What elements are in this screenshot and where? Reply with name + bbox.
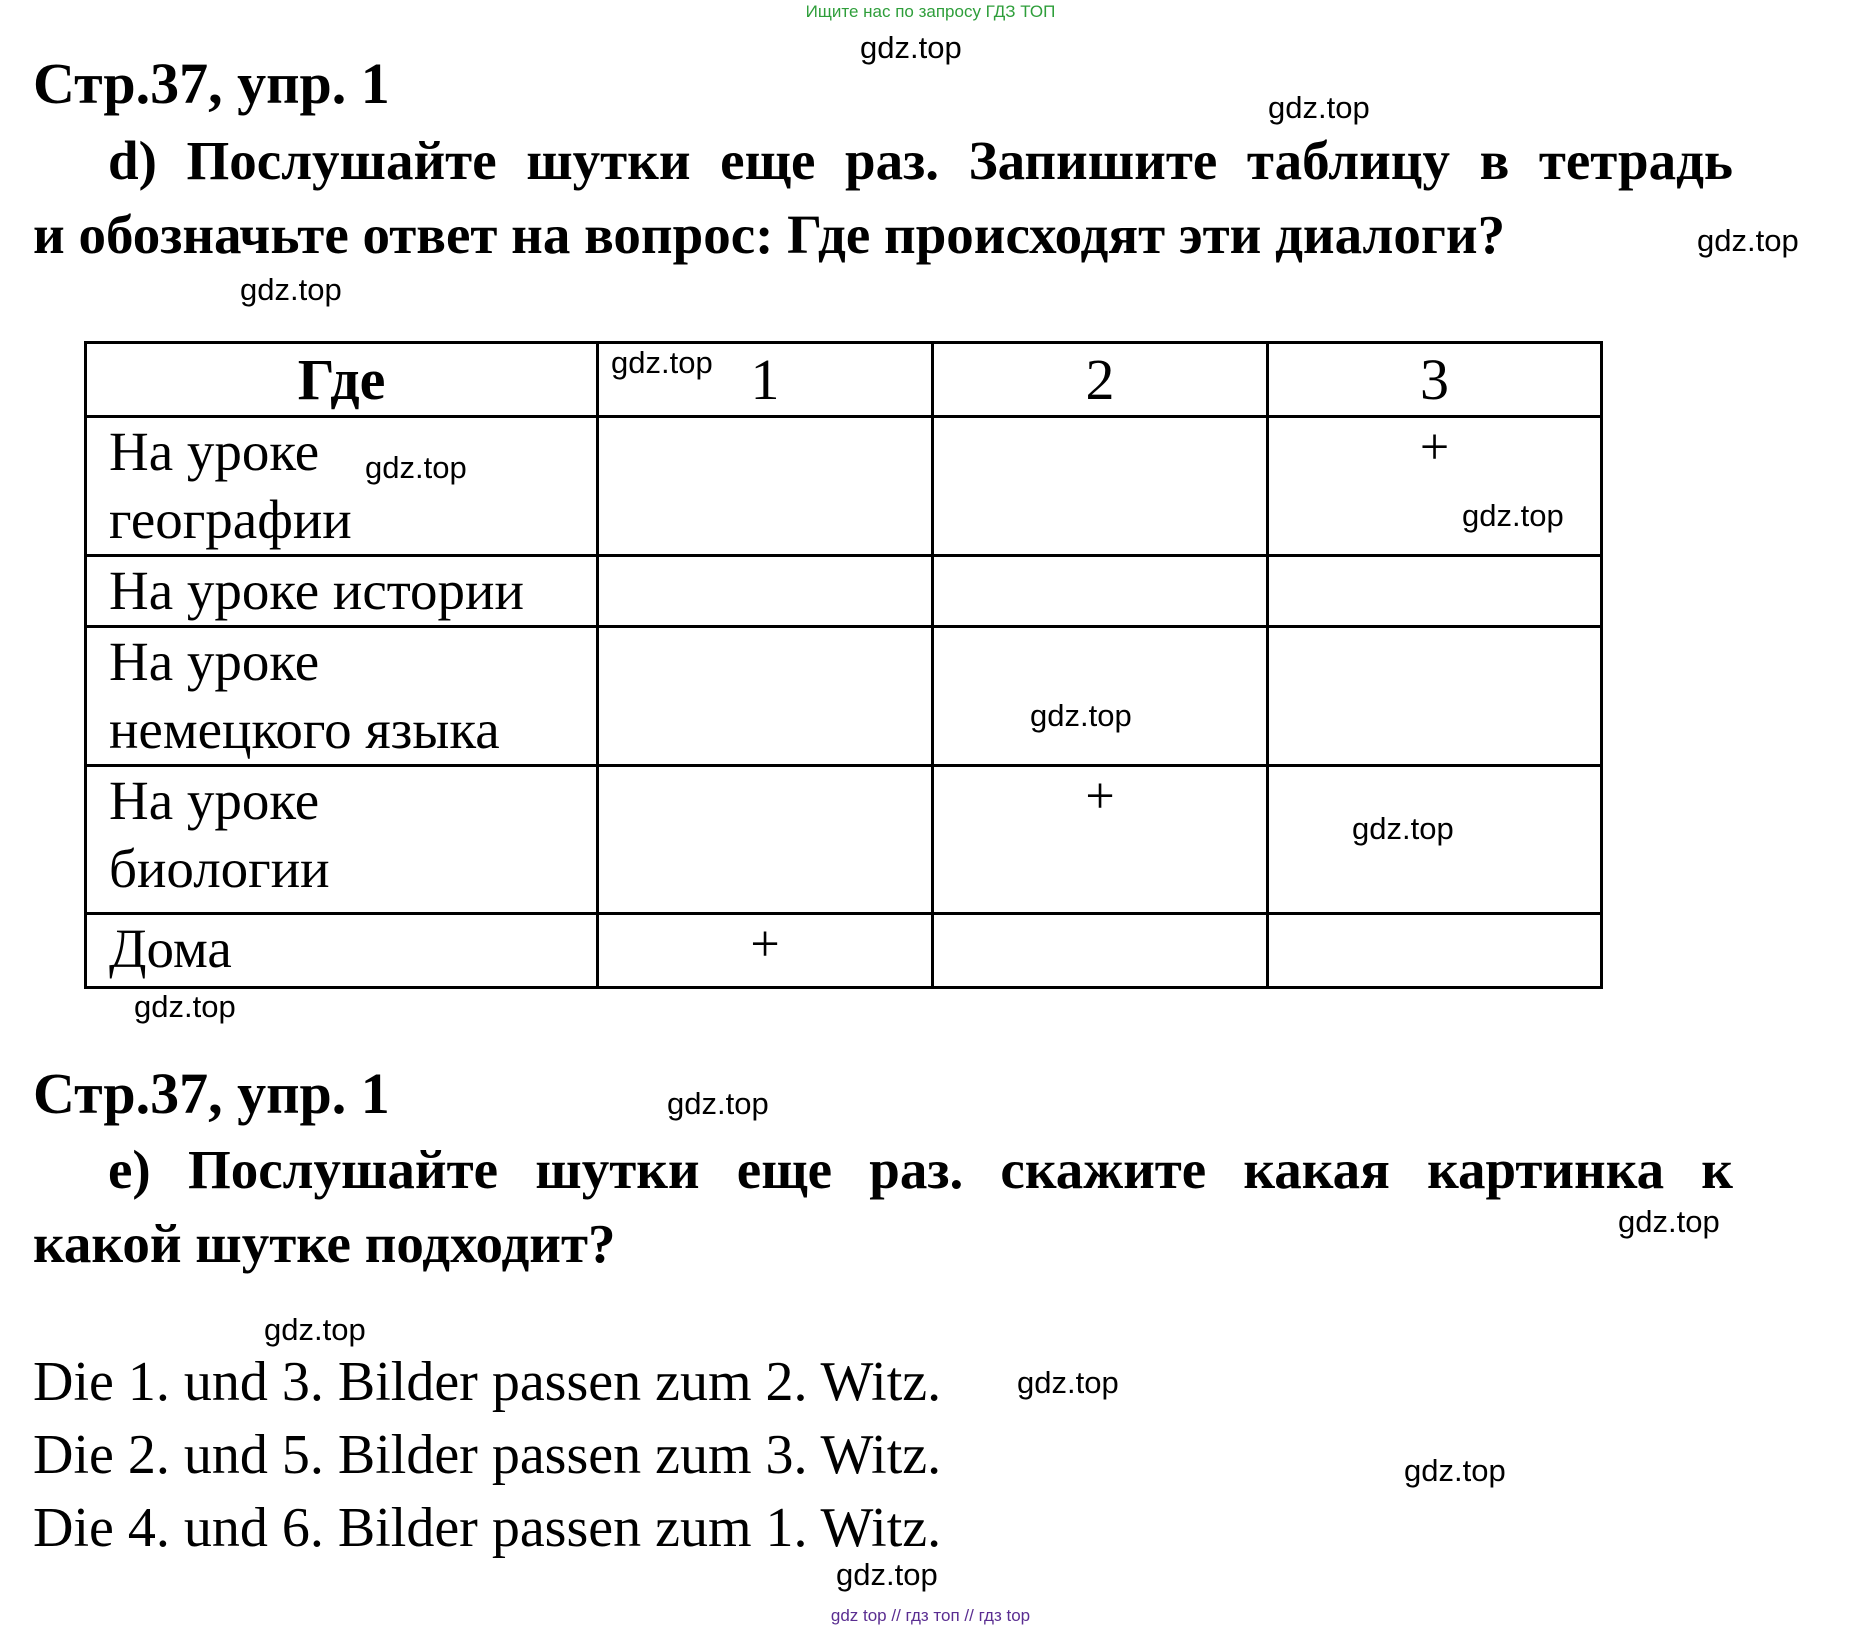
- mark-cell: [933, 627, 1268, 766]
- mark-cell: [598, 627, 933, 766]
- section1-heading: Стр.37, упр. 1: [33, 51, 390, 116]
- mark-cell: [598, 766, 933, 914]
- watermark: gdz.top: [667, 1086, 769, 1121]
- watermark: gdz.top: [860, 30, 962, 65]
- row-label-line2: биологии: [109, 838, 330, 899]
- row-label-line2: немецкого языка: [109, 699, 500, 760]
- watermark: gdz.top: [836, 1557, 938, 1592]
- mark-cell: [933, 914, 1268, 988]
- table-header-where: Где: [86, 343, 598, 417]
- watermark: gdz.top: [1030, 698, 1132, 733]
- watermark: gdz.top: [365, 450, 467, 485]
- table-header-1: 1: [598, 343, 933, 417]
- table-header-row: [86, 343, 1602, 417]
- table-row: [86, 556, 1602, 627]
- section1-task: [33, 124, 1733, 272]
- watermark: gdz.top: [134, 989, 236, 1024]
- watermark: gdz.top: [1352, 811, 1454, 846]
- row-label: [86, 766, 598, 914]
- row-label-line1: На уроке: [109, 421, 320, 482]
- section2-heading: Стр.37, упр. 1: [33, 1061, 390, 1126]
- row-label-line2: географии: [109, 489, 352, 550]
- watermark: gdz.top: [1697, 223, 1799, 258]
- row-label-line1: На уроке истории: [109, 560, 524, 621]
- row-label-line1: На уроке: [109, 631, 320, 692]
- table-header-2: 2: [933, 343, 1268, 417]
- section2-task-line2: какой шутке подходит?: [33, 1213, 616, 1274]
- watermark: gdz.top: [1268, 90, 1370, 125]
- watermark: gdz.top: [1017, 1365, 1119, 1400]
- table-row: [86, 627, 1602, 766]
- mark-cell: [598, 556, 933, 627]
- mark-cell: [1268, 556, 1602, 627]
- mark-cell: [598, 417, 933, 556]
- row-label: [86, 417, 598, 556]
- row-label: [86, 556, 598, 627]
- mark-cell: [1268, 627, 1602, 766]
- answer-table: [84, 341, 1603, 989]
- bottom-separator: //: [964, 1606, 974, 1625]
- bottom-watermark: [0, 1606, 1861, 1626]
- mark-cell: +: [598, 914, 933, 988]
- bottom-separator: //: [891, 1606, 901, 1625]
- mark-cell: +: [1268, 417, 1602, 556]
- bottom-link[interactable]: гдз топ: [905, 1606, 960, 1625]
- section1-task-line2: и обозначьте ответ на вопрос: Где происходят эти диалоги?: [33, 204, 1506, 265]
- watermark: gdz.top: [611, 345, 713, 380]
- row-label-line1: Дома: [109, 918, 232, 979]
- watermark: gdz.top: [1462, 498, 1564, 533]
- watermark: gdz.top: [1618, 1204, 1720, 1239]
- bottom-link[interactable]: гдз top: [978, 1606, 1031, 1625]
- section2-task-line1: e) Послушайте шутки еще раз. скажите какая картинка к: [108, 1139, 1733, 1200]
- mark-cell: [933, 556, 1268, 627]
- answer-line: Die 2. und 5. Bilder passen zum 3. Witz.: [33, 1424, 942, 1486]
- watermark: gdz.top: [240, 272, 342, 307]
- top-banner[interactable]: Ищите нас по запросу ГДЗ ТОП: [805, 2, 1056, 21]
- row-label: [86, 914, 598, 988]
- bottom-link[interactable]: gdz top: [830, 1606, 887, 1625]
- mark-cell: [1268, 914, 1602, 988]
- row-label: [86, 627, 598, 766]
- row-label-line1: На уроке: [109, 770, 320, 831]
- mark-cell: [933, 417, 1268, 556]
- table-row: [86, 417, 1602, 556]
- watermark: gdz.top: [1404, 1453, 1506, 1488]
- answer-line: Die 4. und 6. Bilder passen zum 1. Witz.: [33, 1497, 942, 1559]
- section2-task: [33, 1133, 1733, 1281]
- answer-line: Die 1. und 3. Bilder passen zum 2. Witz.: [33, 1351, 942, 1413]
- watermark: gdz.top: [264, 1312, 366, 1347]
- section1-task-line1: d) Послушайте шутки еще раз. Запишите таблицу в тетрадь: [108, 130, 1733, 191]
- mark-cell: +: [933, 766, 1268, 914]
- table-row: [86, 914, 1602, 988]
- table-header-3: 3: [1268, 343, 1602, 417]
